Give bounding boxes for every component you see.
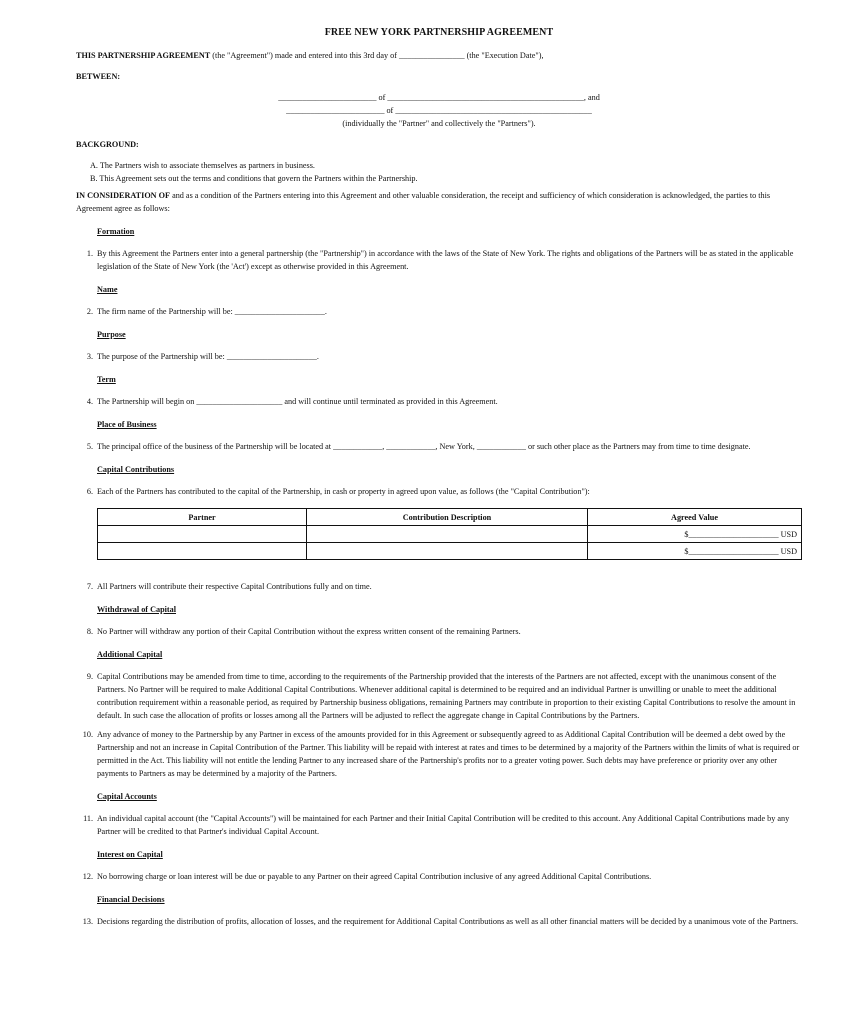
partner-cell <box>98 543 307 560</box>
clause-number: 9. <box>86 672 93 681</box>
clause-number: 4. <box>86 397 93 406</box>
intro-text-b: (the "Execution Date"), <box>464 51 544 60</box>
heading-additional-capital: Additional Capital <box>97 650 163 659</box>
document-page <box>76 26 802 928</box>
heading-name: Name <box>97 285 118 294</box>
clause-number: 6. <box>86 487 93 496</box>
clause-text: Capital Contributions may be amended from time to time, according to the requirements of the Partnership provided that the interests of the Partners are not affected, except with the unanimous consent of the Partners. No Partner will be required to make Additional Capital Contributions. Whenever additional capital is determined to be required and an individual Partner is unwilling or unable to meet the additional contribution requirement within a reasonable period, as required by Partnership business obligations, remaining Partners may contribute in proportion to their existing Capital Contributions to resolve the amount in default. In such case the allocation of profits or losses among all the Partners will be adjusted to reflect the aggregate change in Capital Contributions by the Partners. <box>97 672 796 720</box>
heading-withdrawal-of-capital: Withdrawal of Capital <box>97 605 177 614</box>
party-1-address-blank: ________________________________________________ <box>387 93 584 102</box>
clause-number: 1. <box>86 249 93 258</box>
clause-number: 10. <box>82 730 93 739</box>
consideration-text: and as a condition of the Partners entering into this Agreement and other valuable consideration, the receipt and sufficiency of which consideration is acknowledged, the parties to this Agreement agree as follows: <box>76 191 771 213</box>
clause-2 <box>76 305 802 318</box>
table-header-row <box>98 509 802 526</box>
background-item-b: B. This Agreement sets out the terms and conditions that govern the Partners within the Partnership. <box>90 174 418 183</box>
clause-text: The principal office of the business of the Partnership will be located at ____________, ____________, New York, ____________ or such other place as the Partners may from time to time designate. <box>97 442 751 451</box>
party-1-and: , and <box>583 93 600 102</box>
clause-3 <box>76 350 802 363</box>
heading-place-of-business: Place of Business <box>97 420 157 429</box>
parties-note: (individually the "Partner" and collectively the "Partners"). <box>342 119 536 128</box>
party-2-address-blank: ________________________________________________ <box>395 106 592 115</box>
clause-number: 12. <box>82 872 93 881</box>
heading-term: Term <box>97 375 116 384</box>
clause-text: No Partner will withdraw any portion of their Capital Contribution without the express written consent of the remaining Partners. <box>97 627 521 636</box>
description-cell <box>307 543 588 560</box>
intro-paragraph <box>76 49 802 62</box>
clause-9 <box>76 670 802 722</box>
background-heading: BACKGROUND: <box>76 140 139 149</box>
description-cell <box>307 526 588 543</box>
clause-12 <box>76 870 802 883</box>
clause-text: Decisions regarding the distribution of profits, allocation of losses, and the requirement for Additional Capital Contributions as well as all other financial matters will be decided by a unanimous vote of the Partners. <box>97 917 799 926</box>
clause-number: 13. <box>82 917 93 926</box>
clause-10 <box>76 728 802 780</box>
agreed-value-cell: $______________________ USD <box>588 526 802 543</box>
intro-bold: THIS PARTNERSHIP AGREEMENT <box>76 51 211 60</box>
column-header-agreed-value: Agreed Value <box>588 509 802 526</box>
clause-6 <box>76 485 802 498</box>
clause-text: The firm name of the Partnership will be: ______________________. <box>97 307 327 316</box>
heading-formation: Formation <box>97 227 135 236</box>
party-1-line <box>76 91 802 104</box>
clause-number: 7. <box>86 582 93 591</box>
clause-number: 8. <box>86 627 93 636</box>
party-1-of: of <box>376 93 388 102</box>
heading-capital-accounts: Capital Accounts <box>97 792 157 801</box>
column-header-partner: Partner <box>98 509 307 526</box>
clause-1 <box>76 247 802 273</box>
execution-date-blank: ________________ <box>399 51 465 60</box>
agreed-value-cell: $______________________ USD <box>588 543 802 560</box>
capital-contribution-table <box>97 508 802 560</box>
party-1-name-blank: ________________________ <box>278 93 377 102</box>
consideration-bold: IN CONSIDERATION OF <box>76 191 171 200</box>
table-row <box>98 543 802 560</box>
background-item-a: A. The Partners wish to associate themselves as partners in business. <box>90 161 315 170</box>
clause-11 <box>76 812 802 838</box>
clause-number: 5. <box>86 442 93 451</box>
clause-number: 11. <box>83 814 93 823</box>
consideration-paragraph <box>76 189 802 215</box>
intro-text-a: (the "Agreement") made and entered into this 3rd day of <box>210 51 400 60</box>
clause-5 <box>76 440 802 453</box>
clause-text: An individual capital account (the "Capital Accounts") will be maintained for each Partner and their Initial Capital Contribution will be credited to this account. Any Additional Capital Contributions made by any Partner will be credited to that Partner's individual Capital Account. <box>97 814 790 836</box>
clause-text: The Partnership will begin on _____________________ and will continue until terminated as provided in this Agreement. <box>97 397 498 406</box>
column-header-description: Contribution Description <box>307 509 588 526</box>
clause-text: The purpose of the Partnership will be: ______________________. <box>97 352 319 361</box>
background-list <box>76 159 802 185</box>
document-title: FREE NEW YORK PARTNERSHIP AGREEMENT <box>324 27 554 38</box>
party-2-name-blank: ________________________ <box>286 106 385 115</box>
table-row <box>98 526 802 543</box>
party-2-of: of <box>384 106 396 115</box>
heading-financial-decisions: Financial Decisions <box>97 895 165 904</box>
clause-number: 2. <box>86 307 93 316</box>
clause-text: By this Agreement the Partners enter into a general partnership (the "Partnership") in accordance with the laws of the State of New York. The rights and obligations of the Partners will be as stated in the applicable legislation of the State of New York (the 'Act') except as otherwise provided in this Agreement. <box>97 249 794 271</box>
clause-13 <box>76 915 802 928</box>
heading-purpose: Purpose <box>97 330 126 339</box>
clause-8 <box>76 625 802 638</box>
clause-7 <box>76 580 802 593</box>
clause-text: All Partners will contribute their respective Capital Contributions fully and on time. <box>97 582 372 591</box>
heading-interest-on-capital: Interest on Capital <box>97 850 163 859</box>
clause-text: Any advance of money to the Partnership by any Partner in excess of the amounts provided for in this Agreement or subsequently agreed to as Additional Capital Contribution will be deemed a debt owed by the Partnership and not an increase in Capital Contribution of the Partner. This liability will be repaid with interest at rates and times to be determined by a majority of the Partners within the limits of what is required or permitted in the Act. This liability will not entitle the lending Partner to any increased share of the Partnership's profits nor to a greater voting power. Such debts may have preference or priority over any other payments to Partners as may be determined by a majority of the Partners. <box>97 730 800 778</box>
clause-text: No borrowing charge or loan interest will be due or payable to any Partner on their agreed Capital Contribution inclusive of any agreed Additional Capital Contributions. <box>97 872 652 881</box>
between-heading: BETWEEN: <box>76 72 121 81</box>
heading-capital-contributions: Capital Contributions <box>97 465 175 474</box>
party-2-line <box>76 104 802 117</box>
clause-text: Each of the Partners has contributed to the capital of the Partnership, in cash or property in agreed upon value, as follows (the "Capital Contribution"): <box>97 487 590 496</box>
clause-4 <box>76 395 802 408</box>
clause-number: 3. <box>86 352 93 361</box>
partner-cell <box>98 526 307 543</box>
